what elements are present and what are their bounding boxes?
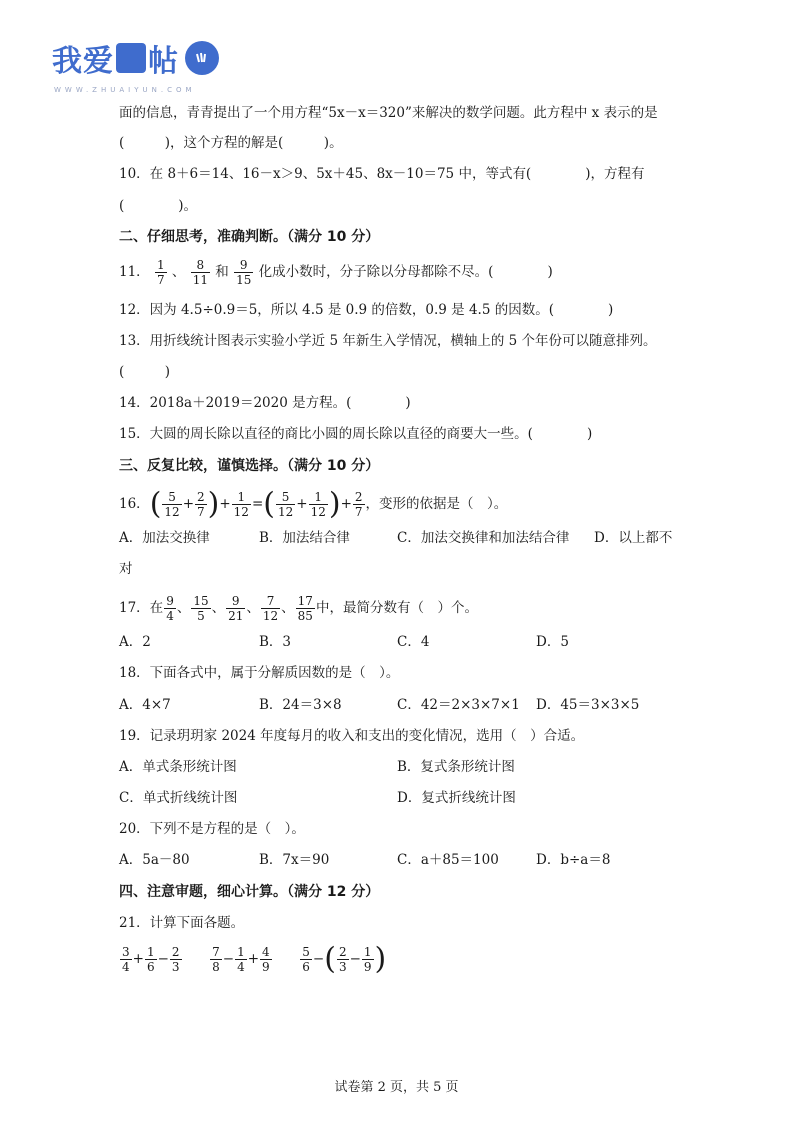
question-11 (119, 258, 553, 287)
site-logo (52, 38, 219, 78)
q21-frac-8: $\frac{2}{3}$ (338, 945, 347, 974)
q16-frac-1: $\frac{5}{12}$ (164, 490, 180, 519)
logo-badge-icon (185, 41, 219, 75)
q16-option-d: D．以上都不 (594, 530, 673, 546)
question-13: 13．用折线统计图表示实验小学近 5 年新生入学情况，横轴上的 5 个年份可以随意排列。 (119, 333, 657, 349)
q21-frac-1: $\frac{3}{4}$ (122, 945, 130, 974)
page-footer: 试卷第 2 页，共 5 页 (334, 1080, 459, 1095)
q21-frac-9: $\frac{1}{9}$ (363, 945, 372, 974)
q17-suffix: 中，最简分数有（ ）个。 (315, 600, 478, 616)
question-21: 21．计算下面各题。 (119, 915, 245, 931)
q17-option-d: D．5 (536, 634, 569, 650)
q16-suffix: ，变形的依据是（ ）。 (365, 496, 508, 512)
section-4-heading: 四、注意审题，细心计算。（满分 12 分） (119, 884, 380, 900)
q21-frac-5: $\frac{1}{4}$ (237, 945, 245, 974)
q17-frac-2: $\frac{15}{5}$ (193, 594, 209, 623)
q18-option-c: C．42＝2×3×7×1 (397, 697, 520, 713)
q16-frac-2: $\frac{2}{7}$ (197, 490, 205, 519)
question-16: 16．( $\frac{5}{12}$ + $\frac{2}{7}$ )+ $\frac{1}{12}$ =( $\frac{5}{12}$ + $\frac{1}{12}$ )+ $\frac{2}{7}$ ，变形的依据是（ ）。 (119, 486, 508, 522)
q21-frac-4: $\frac{7}{8}$ (212, 945, 220, 974)
question-10-cont: ( )。 (119, 198, 198, 214)
q17-frac-4: $\frac{7}{12}$ (262, 594, 279, 623)
question-15: 15．大圆的周长除以直径的商比小圆的周长除以直径的商要大一些。( ) (119, 426, 593, 442)
question-20: 20．下列不是方程的是（ ）。 (119, 821, 305, 837)
q20-option-a: A．5a－80 (119, 852, 190, 868)
q21-expr-1: $\frac{3}{4}$ + $\frac{1}{6}$ − $\frac{2}{3}$ (122, 945, 180, 974)
q16-option-a: A．加法交换律 (119, 530, 210, 546)
q16-option-c: C．加法交换律和加法结合律 (397, 530, 570, 546)
question-13-cont: ( ) (119, 364, 171, 380)
q11-frac-2: $\frac{8}{11}$ (192, 258, 208, 287)
q18-option-a: A．4×7 (119, 697, 171, 713)
q16-prefix: 16． (119, 496, 150, 512)
q21-frac-3: $\frac{2}{3}$ (171, 945, 180, 974)
q17-option-a: A．2 (119, 634, 151, 650)
q20-option-c: C．a＋85＝100 (397, 852, 499, 868)
q11-frac-3: $\frac{9}{15}$ (236, 258, 252, 287)
question-21-expressions (119, 941, 387, 977)
q17-frac-1: $\frac{9}{4}$ (166, 594, 174, 623)
q21-expr-3: $\frac{5}{6}$ −( $\frac{2}{3}$ − $\frac{1}{9}$ ) (302, 941, 387, 977)
text-line-2: ( )，这个方程的解是( )。 (119, 135, 343, 151)
q19-option-a: A．单式条形统计图 (119, 759, 237, 775)
q16-frac-3: $\frac{1}{12}$ (233, 490, 249, 519)
q20-option-d: D．b÷a＝8 (536, 852, 611, 868)
q11-prefix: 11． (119, 264, 150, 280)
logo-text-2: 帖 (148, 44, 179, 79)
question-10: 10．在 8＋6＝14、16－x＞9、5x＋45、8x－10＝75 中，等式有( )，方程有 (119, 166, 645, 182)
q21-frac-2: $\frac{1}{6}$ (146, 945, 155, 974)
text-line-1: 面的信息，青青提出了一个用方程“5x－x＝320”来解决的数学问题。此方程中 x 表示的是 (119, 105, 658, 121)
q16-option-d-cont: 对 (119, 561, 133, 577)
q21-expr-2: $\frac{7}{8}$ − $\frac{1}{4}$ + $\frac{4}{9}$ (212, 945, 270, 974)
logo-url: WWW.ZHUAIYUN.COM (54, 86, 196, 94)
q11-suffix: 化成小数时，分子除以分母都除不尽。( ) (258, 264, 553, 280)
q16-option-b: B．加法结合律 (259, 530, 350, 546)
question-14: 14．2018a＋2019＝2020 是方程。( ) (119, 395, 411, 411)
q18-option-b: B．24＝3×8 (259, 697, 342, 713)
q21-frac-6: $\frac{4}{9}$ (262, 945, 270, 974)
q16-frac-4: $\frac{5}{12}$ (277, 490, 294, 519)
question-18: 18．下面各式中，属于分解质因数的是（ ）。 (119, 665, 400, 681)
q17-frac-5: $\frac{17}{85}$ (297, 594, 313, 623)
q19-option-c: C．单式折线统计图 (119, 790, 238, 806)
q21-frac-7: $\frac{5}{6}$ (302, 945, 310, 974)
q19-option-d: D．复式折线统计图 (397, 790, 516, 806)
q17-option-c: C．4 (397, 634, 430, 650)
q20-option-b: B．7x＝90 (259, 852, 330, 868)
q17-option-b: B．3 (259, 634, 292, 650)
logo-bubble-icon (116, 43, 146, 73)
q11-frac-1: $\frac{1}{7}$ (156, 258, 165, 287)
logo-text: 我爱 (52, 44, 114, 79)
q17-prefix: 17．在 (119, 600, 164, 616)
question-19: 19．记录玥玥家 2024 年度每月的收入和支出的变化情况，选用（ ）合适。 (119, 728, 585, 744)
question-12: 12．因为 4.5÷0.9＝5，所以 4.5 是 0.9 的倍数，0.9 是 4.5 的因数。( ) (119, 302, 614, 318)
question-17: 17．在 $\frac{9}{4}$ 、 $\frac{15}{5}$ 、 $\frac{9}{21}$ 、 $\frac{7}{12}$ 、 $\frac{17}{85}$ 中，最简分数有（ ）个。 (119, 594, 478, 623)
section-2-heading: 二、仔细思考，准确判断。（满分 10 分） (119, 229, 380, 245)
q11-sep-1: 、 (171, 264, 186, 280)
q16-frac-6: $\frac{2}{7}$ (354, 490, 363, 519)
q17-frac-3: $\frac{9}{21}$ (228, 594, 244, 623)
q18-option-d: D．45＝3×3×5 (536, 697, 640, 713)
section-3-heading: 三、反复比较，谨慎选择。（满分 10 分） (119, 458, 380, 474)
q19-option-b: B．复式条形统计图 (397, 759, 515, 775)
q11-sep-2: 和 (215, 264, 229, 280)
q16-frac-5: $\frac{1}{12}$ (310, 490, 326, 519)
